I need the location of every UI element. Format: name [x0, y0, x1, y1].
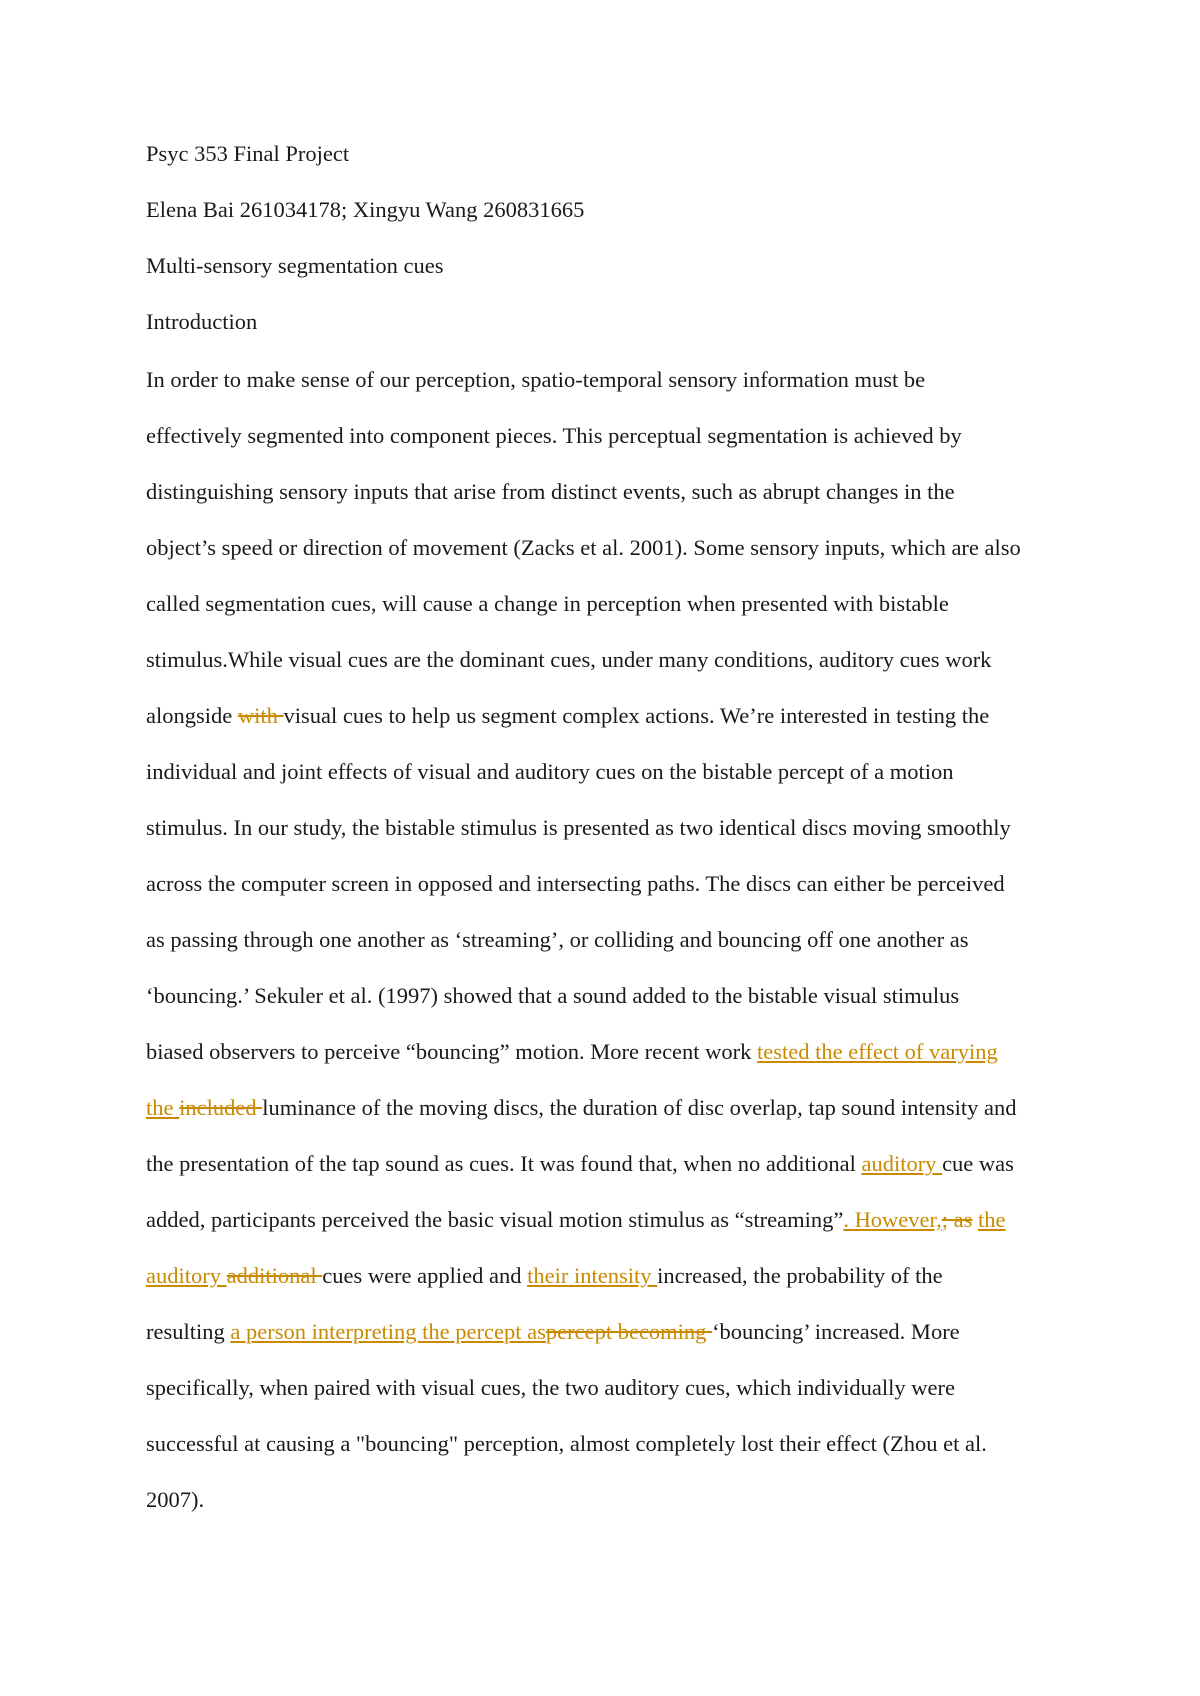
paragraph-line	[146, 352, 1106, 408]
paragraph-line	[146, 1136, 1106, 1192]
paragraph-line	[146, 1416, 1106, 1472]
text-run: individual and joint effects of visual and auditory cues on the bistable percept of a motion	[146, 759, 954, 784]
paragraph-line	[146, 1192, 1106, 1248]
paragraph-line	[146, 1304, 1106, 1360]
tracked-insertion: tested the effect of varying	[757, 1039, 998, 1064]
tracked-insertion: the	[146, 1095, 180, 1120]
paragraph-line	[146, 464, 1106, 520]
text-run: object’s speed or direction of movement (Zacks et al. 2001). Some sensory inputs, which are also	[146, 535, 1021, 560]
text-run: ‘bouncing.’ Sekuler et al. (1997) showed that a sound added to the bistable visual stimulus	[146, 983, 960, 1008]
text-run: effectively segmented into component pieces. This perceptual segmentation is achieved by	[146, 423, 962, 448]
paragraph-line	[146, 520, 1106, 576]
paragraph-line	[146, 744, 1106, 800]
text-run: luminance of the moving discs, the duration of disc overlap, tap sound intensity and	[262, 1095, 1017, 1120]
paragraph-line	[146, 688, 1106, 744]
paragraph-line	[146, 1472, 1106, 1528]
text-run: across the computer screen in opposed and intersecting paths. The discs can either be perceived	[146, 871, 1005, 896]
text-run: alongside	[146, 703, 238, 728]
text-run: distinguishing sensory inputs that arise from distinct events, such as abrupt changes in the	[146, 479, 955, 504]
text-run: cues were applied and	[322, 1263, 528, 1288]
text-run: the presentation of the tap sound as cues. It was found that, when no additional	[146, 1151, 862, 1176]
author-line: Elena Bai 261034178; Xingyu Wang 260831665	[146, 197, 585, 222]
text-run: In order to make sense of our perception, spatio-temporal sensory information must be	[146, 367, 926, 392]
text-run: successful at causing a "bouncing" perception, almost completely lost their effect (Zhou et al.	[146, 1431, 987, 1456]
text-run: increased, the probability of the	[657, 1263, 943, 1288]
tracked-insertion: the	[978, 1207, 1006, 1232]
paragraph-line	[146, 1248, 1106, 1304]
text-run: resulting	[146, 1319, 231, 1344]
text-run: added, participants perceived the basic visual motion stimulus as “streaming”	[146, 1207, 844, 1232]
tracked-deletion: included	[179, 1095, 263, 1120]
tracked-insertion: auditory	[861, 1151, 943, 1176]
text-run: specifically, when paired with visual cues, the two auditory cues, which individually were	[146, 1375, 955, 1400]
section-heading: Introduction	[146, 309, 258, 334]
paragraph-line	[146, 800, 1106, 856]
introduction-paragraph	[146, 352, 1106, 1528]
tracked-deletion: additional	[226, 1263, 323, 1288]
tracked-deletion: ; as	[941, 1207, 973, 1232]
text-run: visual cues to help us segment complex actions. We’re interested in testing the	[283, 703, 990, 728]
tracked-insertion: their intensity	[527, 1263, 658, 1288]
tracked-insertion: a person interpreting the percept as	[230, 1319, 546, 1344]
text-run: cue was	[942, 1151, 1014, 1176]
tracked-insertion: auditory	[146, 1263, 227, 1288]
paragraph-line	[146, 1360, 1106, 1416]
text-run: biased observers to perceive “bouncing” motion. More recent work	[146, 1039, 758, 1064]
paragraph-line	[146, 968, 1106, 1024]
paragraph-line	[146, 1080, 1106, 1136]
paragraph-line	[146, 856, 1106, 912]
text-run: stimulus.While visual cues are the dominant cues, under many conditions, auditory cues work	[146, 647, 992, 672]
paragraph-line	[146, 632, 1106, 688]
paragraph-line	[146, 408, 1106, 464]
paragraph-line	[146, 912, 1106, 968]
text-run: 2007).	[146, 1487, 205, 1512]
text-run: called segmentation cues, will cause a change in perception when presented with bistable	[146, 591, 949, 616]
text-run: as passing through one another as ‘streaming’, or colliding and bouncing off one another as	[146, 927, 969, 952]
paragraph-line	[146, 576, 1106, 632]
text-run: ‘bouncing’ increased. More	[712, 1319, 960, 1344]
tracked-insertion: . However,	[843, 1207, 942, 1232]
paragraph-line	[146, 1024, 1106, 1080]
course-title: Psyc 353 Final Project	[146, 141, 350, 166]
tracked-deletion: percept becoming	[545, 1319, 713, 1344]
document-title: Multi-sensory segmentation cues	[146, 253, 444, 278]
tracked-deletion: with	[237, 703, 284, 728]
text-run: stimulus. In our study, the bistable stimulus is presented as two identical discs moving smoothly	[146, 815, 1011, 840]
